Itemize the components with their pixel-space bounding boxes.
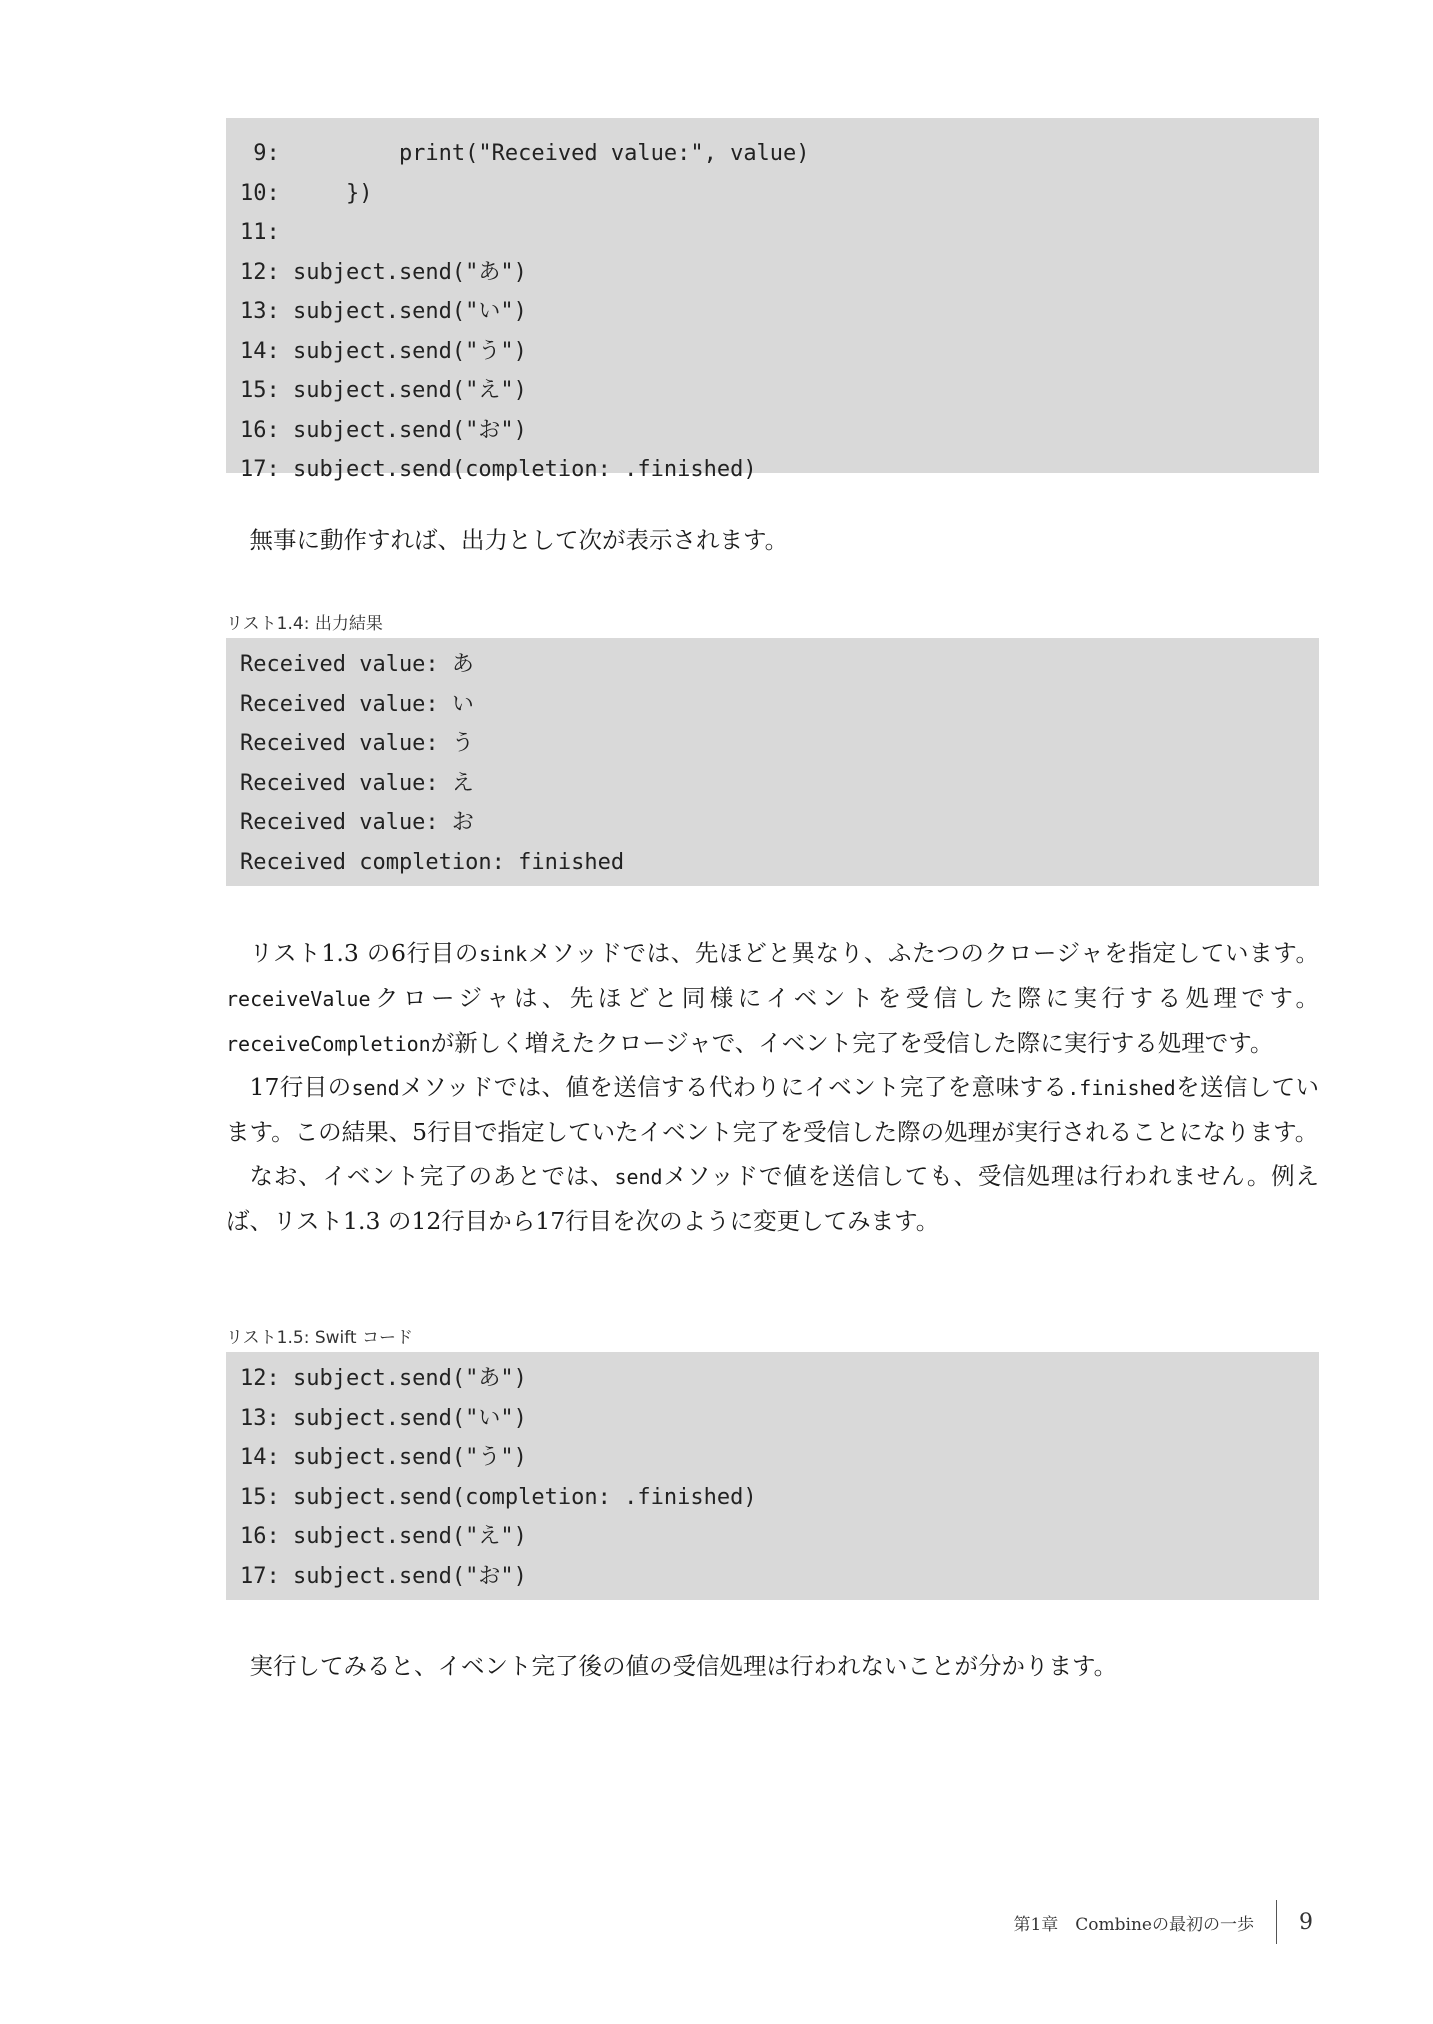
listing-caption: リスト1.5: Swift コード xyxy=(226,1328,414,1348)
inline-code: sink xyxy=(479,942,528,966)
inline-code: receiveValue xyxy=(226,986,371,1011)
paragraph: なお、イベント完了のあとでは、sendメソッドで値を送信しても、受信処理は行われません。例えば、リスト1.3 の12行目から17行目を次のように変更してみます。 xyxy=(226,1161,1320,1235)
paragraph: 実行してみると、イベント完了後の値の受信処理は行われないことが分かります。 xyxy=(249,1652,1118,1680)
code-listing-output xyxy=(226,638,1319,886)
code-line: 10: }) xyxy=(240,180,373,206)
code-line: 15: subject.send("え") xyxy=(240,378,527,403)
code-line: Received value: あ xyxy=(240,652,474,677)
inline-code: send xyxy=(351,1076,400,1101)
code-line: 15: subject.send(completion: .finished) xyxy=(240,1484,757,1510)
code-listing-swift xyxy=(226,1352,1319,1600)
code-line: Received completion: finished xyxy=(240,849,625,875)
page-number: 9 xyxy=(1299,1909,1313,1935)
code-listing-top xyxy=(226,118,1319,482)
code-line: 17: subject.send("お") xyxy=(240,1563,527,1589)
code-line: 11: xyxy=(240,220,280,245)
code-line: 12: subject.send("あ") xyxy=(240,1366,527,1391)
code-line: 13: subject.send("い") xyxy=(240,1405,527,1431)
code-line: Received value: え xyxy=(240,770,474,796)
inline-code: .finished xyxy=(1067,1076,1176,1101)
footer-divider xyxy=(1276,1900,1277,1944)
running-header-chapter: 第1章 Combineの最初の一歩 xyxy=(1013,1914,1254,1935)
paragraph: リスト1.3 の6行目のsinkメソッドでは、先ほどと異なり、ふたつのクロージャを指定しています。receiveValueクロージャは、先ほどと同様にイベントを受信した際に実行する処理です。receiveCompletionが新しく増えたクロージャで、イベント完了を受信した際に実行する処理です。 xyxy=(226,939,1319,1057)
page-footer xyxy=(1013,1900,1313,1944)
inline-code: send xyxy=(614,1164,663,1189)
code-line: Received value: い xyxy=(240,691,474,717)
code-line: 14: subject.send("う") xyxy=(240,1445,527,1470)
code-line: 14: subject.send("う") xyxy=(240,338,527,364)
inline-code: receiveCompletion xyxy=(226,1031,431,1056)
code-line: 12: subject.send("あ") xyxy=(240,259,527,285)
paragraph: 17行目のsendメソッドでは、値を送信する代わりにイベント完了を意味する.finishedを送信しています。この結果、5行目で指定していたイベント完了を受信した際の処理が実行されることになります。 xyxy=(226,1073,1320,1147)
code-line: 16: subject.send("え") xyxy=(240,1524,527,1549)
listing-caption: リスト1.4: 出力結果 xyxy=(226,614,383,634)
code-line: Received value: お xyxy=(240,810,474,835)
code-line: 13: subject.send("い") xyxy=(240,299,527,324)
code-line: 16: subject.send("お") xyxy=(240,417,527,443)
code-line: 17: subject.send(completion: .finished) xyxy=(240,457,757,482)
paragraph: 無事に動作すれば、出力として次が表示されます。 xyxy=(249,526,789,554)
code-line: Received value: う xyxy=(240,731,474,756)
body-text xyxy=(226,932,1319,1244)
code-line: 9: print("Received value:", value) xyxy=(240,141,810,166)
